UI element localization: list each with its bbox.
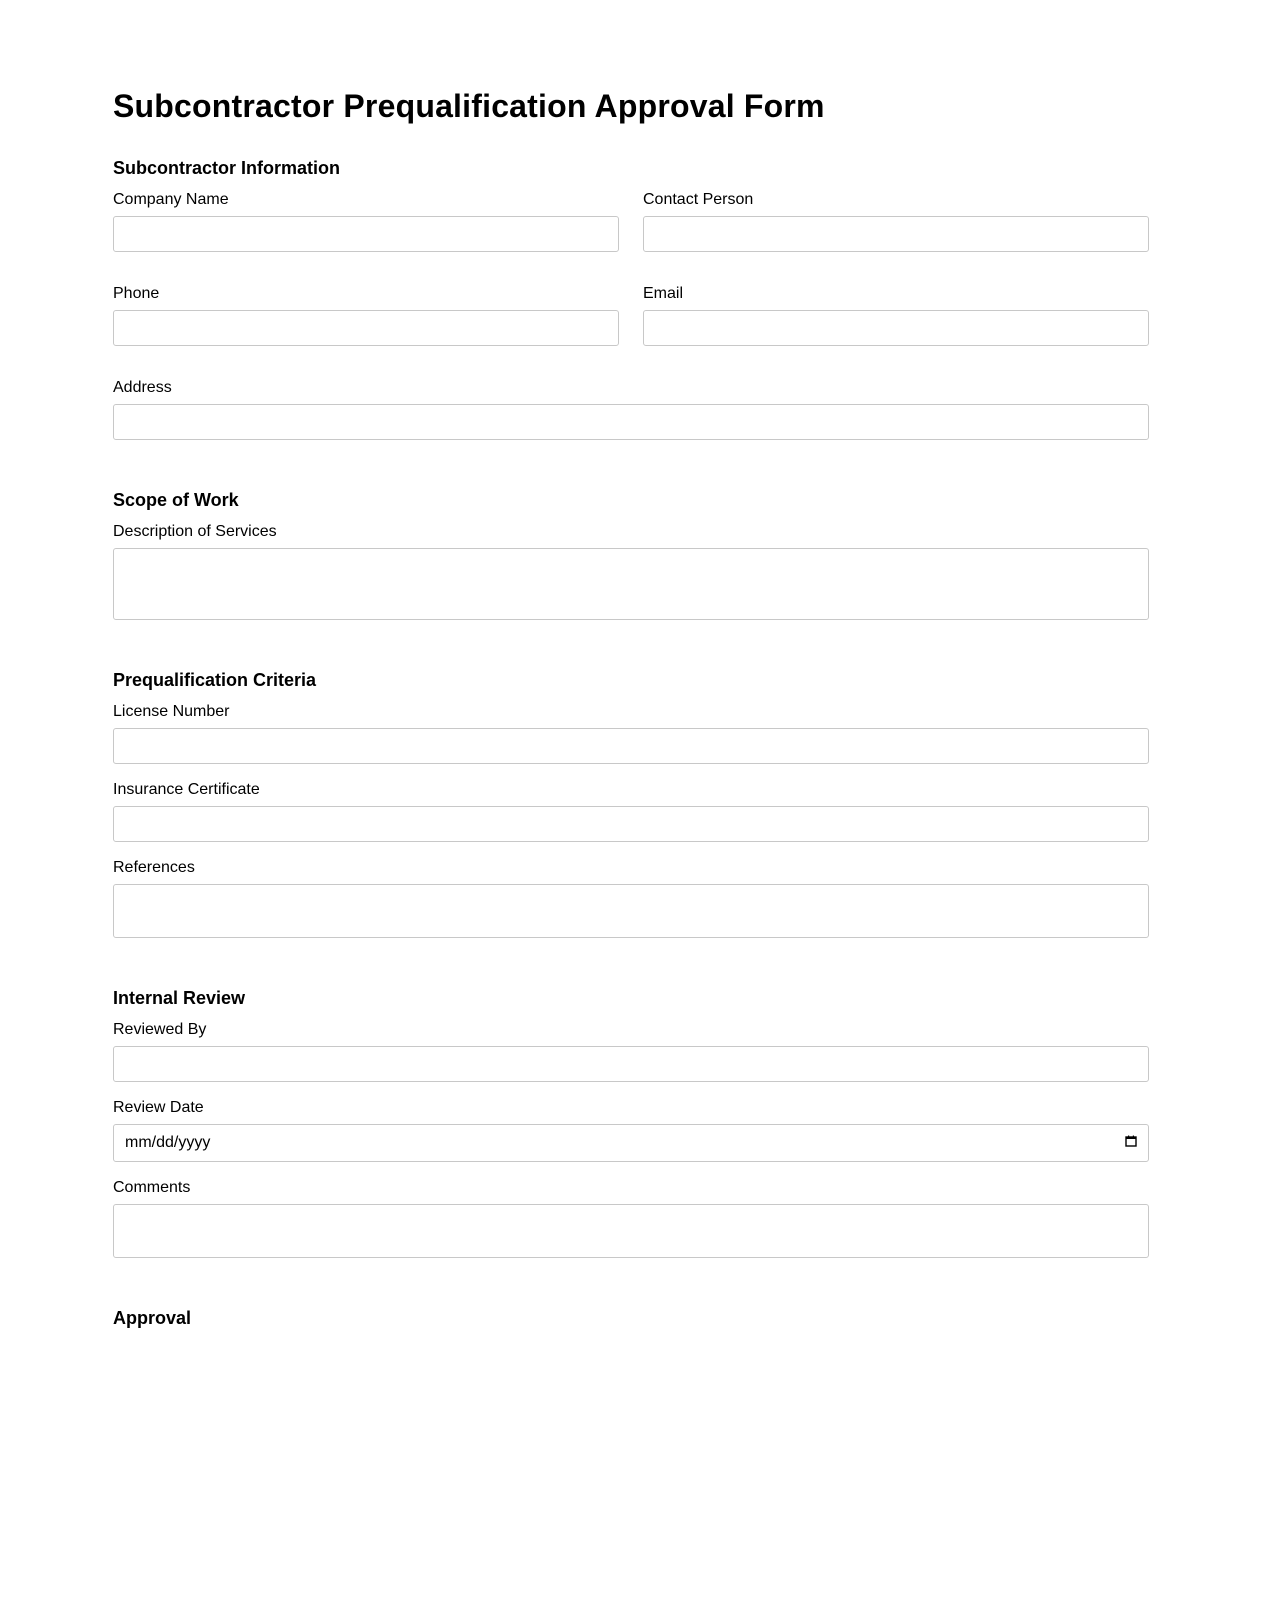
comments-textarea[interactable] [113, 1204, 1149, 1258]
license-number-input[interactable] [113, 728, 1149, 764]
field-references [113, 858, 1149, 938]
license-number-label: License Number [113, 703, 230, 720]
calendar-icon[interactable] [1125, 1135, 1137, 1147]
field-email [643, 284, 1149, 362]
field-contact-person [643, 190, 1149, 268]
address-input[interactable] [113, 404, 1149, 440]
field-review-date [113, 1098, 1149, 1162]
review-date-label: Review Date [113, 1099, 204, 1116]
section-heading: Subcontractor Information [113, 158, 341, 178]
section-heading: Approval [113, 1308, 192, 1328]
reviewed-by-input[interactable] [113, 1046, 1149, 1082]
address-label: Address [113, 379, 172, 396]
field-address [113, 378, 1149, 440]
field-company-name [113, 190, 619, 252]
description-textarea[interactable] [113, 548, 1149, 620]
insurance-certificate-label: Insurance Certificate [113, 781, 260, 798]
field-reviewed-by [113, 1020, 1149, 1082]
email-input[interactable] [643, 310, 1149, 346]
insurance-certificate-input[interactable] [113, 806, 1149, 842]
prequalification-form [113, 84, 1149, 1378]
section-prequalification-criteria [113, 668, 1149, 938]
description-label: Description of Services [113, 523, 277, 540]
section-heading: Scope of Work [113, 490, 239, 510]
review-date-placeholder: mm/dd/yyyy [125, 1134, 211, 1151]
field-insurance-certificate [113, 780, 1149, 842]
section-approval [113, 1306, 1149, 1330]
field-comments [113, 1178, 1149, 1258]
reviewed-by-label: Reviewed By [113, 1021, 207, 1038]
field-description-of-services [113, 522, 1149, 620]
field-phone [113, 284, 619, 346]
email-label: Email [643, 285, 684, 302]
company-name-input[interactable] [113, 216, 619, 252]
field-license-number [113, 702, 1149, 764]
review-date-input[interactable] [113, 1124, 1149, 1162]
section-subcontractor-information [113, 156, 1149, 440]
contact-person-label: Contact Person [643, 191, 754, 208]
row-company-contact [113, 190, 1149, 268]
section-scope-of-work [113, 488, 1149, 620]
company-name-label: Company Name [113, 191, 229, 208]
contact-person-input[interactable] [643, 216, 1149, 252]
phone-label: Phone [113, 285, 160, 302]
comments-label: Comments [113, 1179, 191, 1196]
section-heading: Prequalification Criteria [113, 670, 317, 690]
references-textarea[interactable] [113, 884, 1149, 938]
row-phone-email [113, 284, 1149, 362]
page-title: Subcontractor Prequalification Approval Form [113, 88, 825, 124]
section-heading: Internal Review [113, 988, 246, 1008]
section-internal-review [113, 986, 1149, 1258]
phone-input[interactable] [113, 310, 619, 346]
references-label: References [113, 859, 195, 876]
review-date-wrapper [113, 1124, 1149, 1162]
